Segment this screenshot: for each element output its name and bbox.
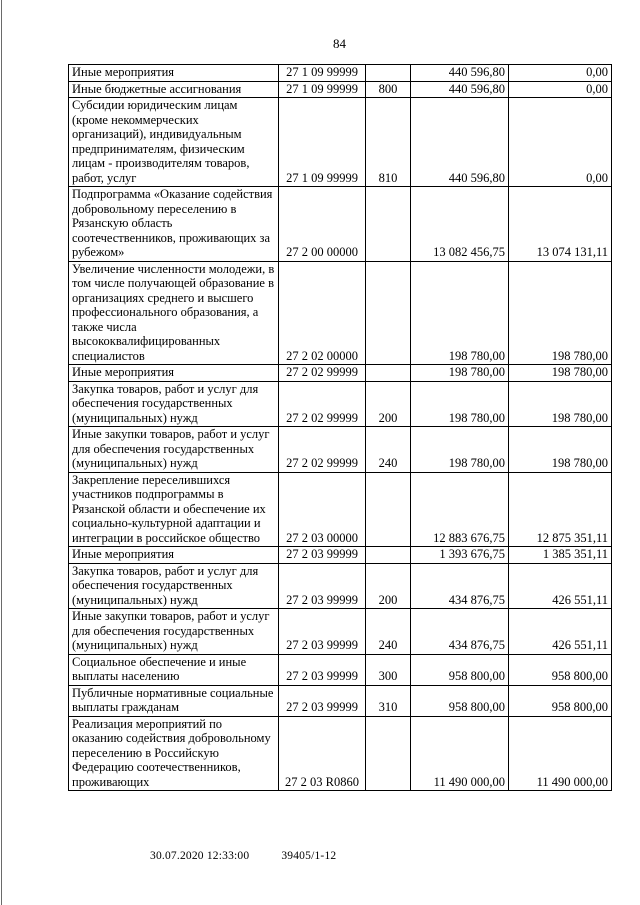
table-row (69, 654, 612, 685)
expense-type-code-cell: 240 (366, 609, 411, 655)
expense-name-cell: Иные закупки товаров, работ и услуг для обеспечения государственных (муниципальных) нужд (69, 609, 279, 655)
planned-amount-cell: 11 490 000,00 (411, 716, 509, 791)
footer-timestamp: 30.07.2020 12:33:00 (150, 850, 250, 862)
table-row (69, 187, 612, 262)
table-row (69, 563, 612, 609)
planned-amount-cell: 198 780,00 (411, 427, 509, 473)
expense-name-cell: Закупка товаров, работ и услуг для обеспечения государственных (муниципальных) нужд (69, 563, 279, 609)
expense-type-code-cell: 800 (366, 81, 411, 98)
expense-type-code-cell: 200 (366, 563, 411, 609)
table-row (69, 716, 612, 791)
table-row (69, 381, 612, 427)
expense-name-cell: Увеличение численности молодежи, в том числе получающей образование в организациях среднего и высшего профессионального образования, а также числа высококвалифицированных специалистов (69, 261, 279, 365)
expense-type-code-cell: 300 (366, 654, 411, 685)
expense-name-cell: Иные мероприятия (69, 365, 279, 382)
expense-type-code-cell: 200 (366, 381, 411, 427)
budget-code-cell: 27 2 03 99999 (279, 685, 366, 716)
planned-amount-cell: 198 780,00 (411, 261, 509, 365)
table-row (69, 609, 612, 655)
page-footer (150, 850, 336, 862)
table-row (69, 98, 612, 187)
budget-code-cell: 27 2 02 99999 (279, 381, 366, 427)
table-row (69, 472, 612, 547)
expense-name-cell: Закупка товаров, работ и услуг для обеспечения государственных (муниципальных) нужд (69, 381, 279, 427)
table-row (69, 81, 612, 98)
planned-amount-cell: 440 596,80 (411, 98, 509, 187)
planned-amount-cell: 434 876,75 (411, 609, 509, 655)
planned-amount-cell: 198 780,00 (411, 381, 509, 427)
expense-name-cell: Иные закупки товаров, работ и услуг для обеспечения государственных (муниципальных) нужд (69, 427, 279, 473)
executed-amount-cell: 198 780,00 (509, 261, 612, 365)
executed-amount-cell: 13 074 131,11 (509, 187, 612, 262)
planned-amount-cell: 440 596,80 (411, 65, 509, 82)
planned-amount-cell: 958 800,00 (411, 685, 509, 716)
table-row (69, 685, 612, 716)
executed-amount-cell: 1 385 351,11 (509, 547, 612, 564)
executed-amount-cell: 426 551,11 (509, 563, 612, 609)
planned-amount-cell: 13 082 456,75 (411, 187, 509, 262)
expense-type-code-cell: 310 (366, 685, 411, 716)
expense-type-code-cell (366, 365, 411, 382)
expense-type-code-cell: 240 (366, 427, 411, 473)
executed-amount-cell: 198 780,00 (509, 381, 612, 427)
executed-amount-cell: 12 875 351,11 (509, 472, 612, 547)
executed-amount-cell: 198 780,00 (509, 427, 612, 473)
expense-name-cell: Подпрограмма «Оказание содействия добровольному переселению в Рязанскую область соотечественников, проживающих за рубежом» (69, 187, 279, 262)
planned-amount-cell: 434 876,75 (411, 563, 509, 609)
planned-amount-cell: 198 780,00 (411, 365, 509, 382)
expense-name-cell: Закрепление переселившихся участников подпрограммы в Рязанской области и обеспечение их социально-культурной адаптации и интеграции в российское общество (69, 472, 279, 547)
executed-amount-cell: 0,00 (509, 81, 612, 98)
expense-type-code-cell (366, 187, 411, 262)
executed-amount-cell: 958 800,00 (509, 654, 612, 685)
expense-type-code-cell (366, 65, 411, 82)
page-number: 84 (333, 36, 346, 51)
budget-code-cell: 27 2 03 R0860 (279, 716, 366, 791)
planned-amount-cell: 12 883 676,75 (411, 472, 509, 547)
budget-table-body (69, 65, 612, 791)
expense-type-code-cell (366, 547, 411, 564)
expense-name-cell: Иные бюджетные ассигнования (69, 81, 279, 98)
budget-code-cell: 27 2 03 00000 (279, 472, 366, 547)
table-row (69, 365, 612, 382)
budget-code-cell: 27 2 02 99999 (279, 365, 366, 382)
expense-name-cell: Социальное обеспечение и иные выплаты населению (69, 654, 279, 685)
budget-code-cell: 27 2 03 99999 (279, 563, 366, 609)
table-row (69, 547, 612, 564)
expense-type-code-cell (366, 716, 411, 791)
expense-name-cell: Субсидии юридическим лицам (кроме некоммерческих организаций), индивидуальным предпринимателям, физическим лицам - производителям товаров, работ, услуг (69, 98, 279, 187)
scan-edge-line (1, 0, 2, 905)
budget-code-cell: 27 2 02 99999 (279, 427, 366, 473)
table-row (69, 261, 612, 365)
expense-name-cell: Публичные нормативные социальные выплаты гражданам (69, 685, 279, 716)
table-row (69, 427, 612, 473)
expense-type-code-cell (366, 472, 411, 547)
budget-table (68, 64, 612, 791)
budget-code-cell: 27 2 00 00000 (279, 187, 366, 262)
budget-code-cell: 27 2 03 99999 (279, 609, 366, 655)
budget-code-cell: 27 1 09 99999 (279, 81, 366, 98)
budget-code-cell: 27 2 02 00000 (279, 261, 366, 365)
budget-code-cell: 27 2 03 99999 (279, 654, 366, 685)
footer-doc-id: 39405/1-12 (281, 850, 337, 862)
table-row (69, 65, 612, 82)
executed-amount-cell: 0,00 (509, 65, 612, 82)
expense-name-cell: Иные мероприятия (69, 65, 279, 82)
executed-amount-cell: 958 800,00 (509, 685, 612, 716)
executed-amount-cell: 0,00 (509, 98, 612, 187)
executed-amount-cell: 11 490 000,00 (509, 716, 612, 791)
expense-type-code-cell (366, 261, 411, 365)
executed-amount-cell: 426 551,11 (509, 609, 612, 655)
expense-name-cell: Иные мероприятия (69, 547, 279, 564)
expense-name-cell: Реализация мероприятий по оказанию содействия добровольному переселению в Российскую Федерацию соотечественников, проживающих (69, 716, 279, 791)
executed-amount-cell: 198 780,00 (509, 365, 612, 382)
budget-code-cell: 27 2 03 99999 (279, 547, 366, 564)
budget-code-cell: 27 1 09 99999 (279, 98, 366, 187)
planned-amount-cell: 1 393 676,75 (411, 547, 509, 564)
expense-type-code-cell: 810 (366, 98, 411, 187)
planned-amount-cell: 440 596,80 (411, 81, 509, 98)
budget-code-cell: 27 1 09 99999 (279, 65, 366, 82)
planned-amount-cell: 958 800,00 (411, 654, 509, 685)
